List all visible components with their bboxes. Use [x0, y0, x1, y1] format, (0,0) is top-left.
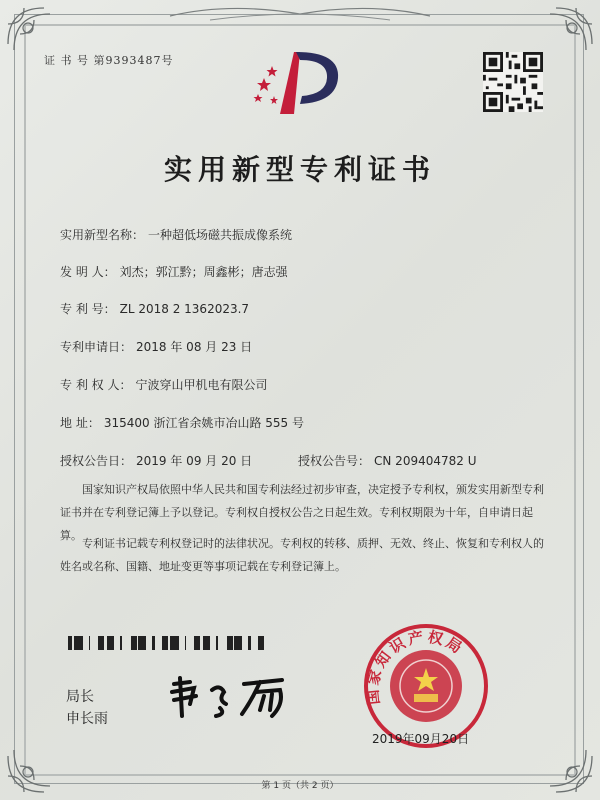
barcode-bar	[71, 636, 72, 650]
certificate-title: 实用新型专利证书	[163, 153, 436, 186]
barcode-bar	[167, 636, 168, 650]
barcode-bar	[89, 636, 90, 650]
field-label: 地 址：	[60, 416, 100, 430]
barcode-bar	[77, 636, 78, 650]
seal-date: 2019年09月20日	[372, 732, 470, 746]
legal-status-statement: 专利证书记载专利权登记时的法律状况。专利权的转移、质押、无效、终止、恢复和专利权人的姓名或名称、国籍、地址变更等事项记载在专利登记簿上。	[60, 537, 544, 573]
barcode-bar	[152, 636, 155, 650]
director-signature	[160, 670, 310, 724]
barcode-bar	[68, 636, 71, 650]
barcode-bar	[101, 636, 102, 650]
field-grant-date	[60, 452, 252, 469]
barcode-bar	[228, 636, 230, 650]
barcode-bar	[194, 636, 197, 650]
barcode-bar	[110, 636, 113, 650]
barcode-bar	[164, 636, 167, 650]
barcode-bar	[234, 636, 236, 650]
barcode-bar	[102, 636, 104, 650]
page-number: 第 1 页（共 2 页）	[261, 781, 339, 791]
barcode-bar	[80, 636, 83, 650]
barcode-bar	[258, 636, 260, 650]
barcode-bar	[132, 636, 134, 650]
field-label: 发 明 人：	[60, 265, 116, 279]
barcode-bar	[263, 636, 264, 650]
top-ornament	[150, 0, 450, 26]
barcode-bar	[260, 636, 263, 650]
barcode-bar	[143, 636, 144, 650]
barcode-bar	[203, 636, 204, 650]
field-filing-date	[60, 338, 252, 355]
certificate-number: 证 书 号 第9393487号	[44, 54, 174, 67]
barcode-bar	[176, 636, 179, 650]
barcode-bar	[248, 636, 251, 650]
barcode-bar	[98, 636, 101, 650]
field-value: 刘杰；郭江黔；周鑫彬；唐志强	[119, 265, 288, 279]
barcode-bar	[198, 636, 200, 650]
barcode-bar	[173, 636, 174, 650]
barcode-bar	[74, 636, 77, 650]
barcode-bar	[174, 636, 176, 650]
field-value: 2019 年 09 月 20 日	[136, 454, 253, 468]
field-label: 授权公告号：	[298, 454, 371, 468]
field-value: 315400 浙江省余姚市冶山路 555 号	[103, 416, 304, 430]
barcode-bar	[230, 636, 233, 650]
barcode-bar	[134, 636, 137, 650]
seal-text: 国家知识产权局	[363, 627, 468, 706]
field-label: 专 利 权 人：	[60, 378, 132, 392]
barcode-bar	[204, 636, 206, 650]
barcode-bar	[78, 636, 80, 650]
barcode-bar	[170, 636, 173, 650]
field-value: CN 209404782 U	[374, 454, 477, 468]
qr-code	[483, 52, 543, 112]
corner-ornament-top-right	[534, 4, 596, 66]
barcode-bar	[113, 636, 114, 650]
field-value: ZL 2018 2 1362023.7	[119, 302, 250, 316]
barcode-bar	[236, 636, 239, 650]
field-grant-number	[298, 452, 477, 469]
inner-border	[24, 24, 576, 776]
barcode-bar	[144, 636, 146, 650]
field-value: 一种超低场磁共振成像系统	[148, 228, 293, 242]
field-label: 专利申请日：	[60, 340, 133, 354]
field-inventor	[60, 263, 288, 280]
barcode-bar	[206, 636, 209, 650]
field-value: 2018 年 08 月 23 日	[136, 340, 253, 354]
patent-office-logo	[250, 44, 350, 122]
field-label: 实用新型名称：	[60, 228, 145, 242]
barcode-bar	[108, 636, 110, 650]
grant-statement: 国家知识产权局依照中华人民共和国专利法经过初步审查，决定授予专利权，颁发实用新型专利证书并在专利登记簿上予以登记。专利权自授权公告之日起生效。专利权期限为十年，自申请日起算。	[60, 483, 544, 542]
barcode-bar	[239, 636, 240, 650]
barcode-bar	[197, 636, 198, 650]
director-name: 申长雨	[66, 711, 108, 727]
barcode-bar	[162, 636, 164, 650]
barcode-bar	[138, 636, 140, 650]
barcode-bar	[209, 636, 210, 650]
barcode	[68, 636, 264, 650]
field-address	[60, 414, 304, 431]
director-title: 局长	[66, 689, 94, 705]
field-patent-number	[60, 300, 249, 317]
barcode-bar	[131, 636, 132, 650]
barcode-bar	[140, 636, 143, 650]
barcode-bar	[107, 636, 108, 650]
barcode-bar	[240, 636, 242, 650]
barcode-bar	[120, 636, 122, 650]
field-label: 专 利 号：	[60, 302, 116, 316]
field-value: 宁波穿山甲机电有限公司	[135, 378, 268, 392]
field-patent-holder	[60, 376, 267, 393]
field-utility-name	[60, 226, 292, 243]
field-label: 授权公告日：	[60, 454, 133, 468]
barcode-bar	[185, 636, 186, 650]
barcode-bar	[216, 636, 218, 650]
barcode-bar	[227, 636, 228, 650]
